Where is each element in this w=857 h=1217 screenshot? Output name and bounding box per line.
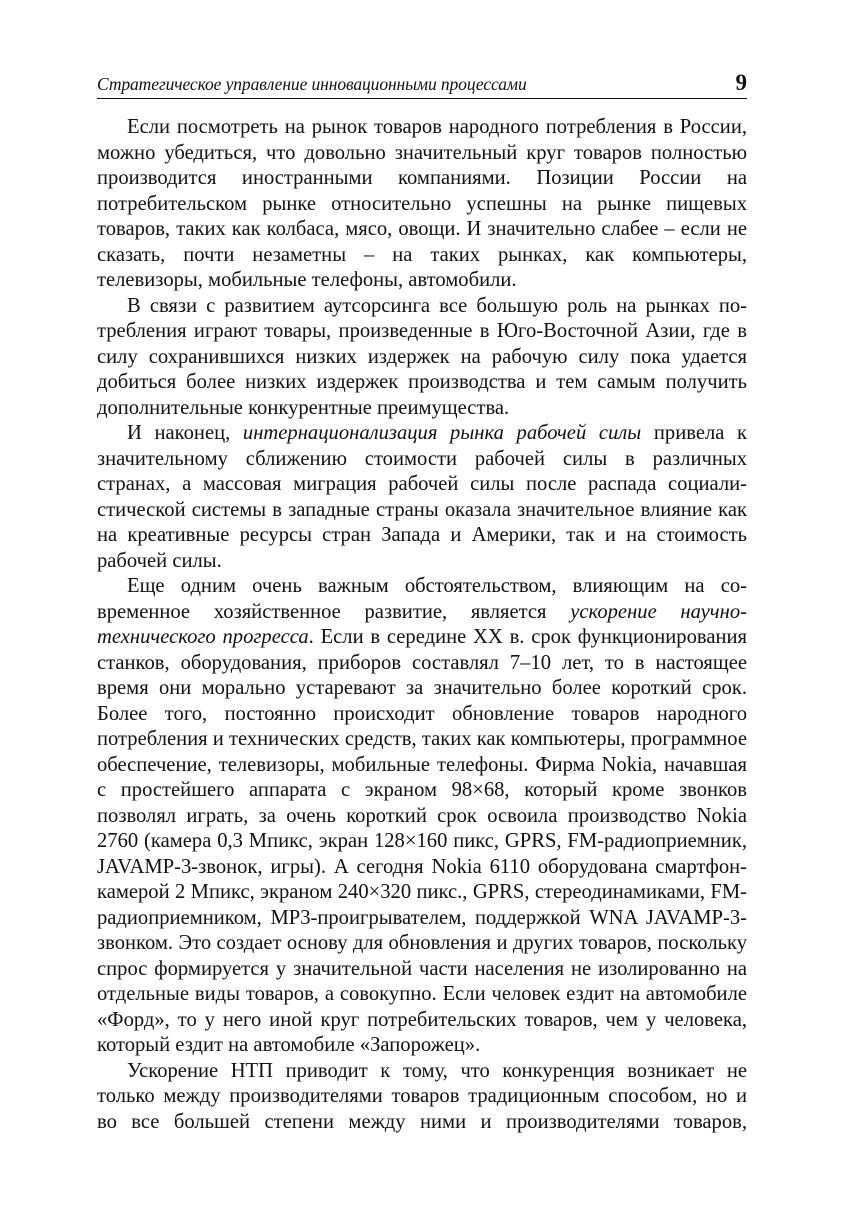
emphasis-labor-internationalization: интернационализация рынка рабочей силы xyxy=(242,422,642,444)
running-head xyxy=(97,70,747,99)
paragraph-consumer-market: Если посмотреть на рынок товаров народного потребления в России, можно убедиться, что довольно значительный круг товаров полностью производится иностранными компаниями. Позиции России на потребительском рынке относительно успешны на рынке пищевых товаров, таких как колбаса, мясо, овощи. И значительно слабее – если не сказать, почти незаметны – на таких рынках, как компьютеры, телевизоры, мобильные телефоны, автомобили. xyxy=(97,116,747,291)
paragraph-text: привела к значительному сближению стоимости рабочей силы в различных странах, а массовая миграция рабочей силы после распада социалистической системы в западные страны оказала значительное влияние как на креативные ресурсы стран Запада и Америки, так и на стоимость рабочей силы. xyxy=(97,422,748,572)
paragraph-text: . Если в середине XX в. срок функционирования станков, оборудования, приборов составлял 7–10 лет, то в настоящее время они морально устаревают за значительно более короткий срок. Более того, постоянно происходит обновление товаров народного потребления и технических средств, таких как компьютеры, программное обеспечение, телевизоры, мобильные телефоны. Фирма Nokia, начавшая с простейшего аппарата с экраном 98×68, который кроме звонков позволял играть, за очень короткий срок освоила производство Nokia 2760 (камера 0,3 Мпикс, экран 128×160 пикс, GPRS, FM-радиоприемник, JAVAMP-3-звонок, игры). А сегодня Nokia 6110 оборудована смартфон-камерой 2 Мпикс, экраном 240×320 пикс., GPRS, стереодинамиками, FM-радиоприемником, MP3-проигрывателем, поддержкой WNA JAVAMP-3-звонком. Это создает основу для обновления и других товаров, поскольку спрос формируется у значительной части населения не изолированно на отдельные виды товаров, а совокупно. Если человек ездит на автомобиле «Форд», то у него иной круг потребительских товаров, чем у человека, который ездит на автомобиле «Запорожец». xyxy=(97,626,747,1056)
book-page xyxy=(97,70,747,1135)
body-text xyxy=(97,115,747,1135)
emphasis-scientific-acceleration: ускорение научно-технического прогресса xyxy=(97,600,747,648)
paragraph-scientific-progress xyxy=(97,574,747,1059)
paragraph-text: И наконец, xyxy=(127,422,243,444)
paragraph-outsourcing: В связи с развитием аутсорсинга все большую роль на рынках потребления играют товары, произведенные в Юго-Восточной Азии, где в силу сохранившихся низких издержек на рабочую силу пока удается добиться более низких издержек производства и тем самым получить дополнительные конкурентные преимущества. xyxy=(97,294,747,419)
paragraph-text: Еще одним очень важным обстоятельством, влияющим на современное хозяйственное развитие, является xyxy=(97,575,747,623)
page-number: 9 xyxy=(735,70,747,95)
running-title: Стратегическое управление инновационными процессами xyxy=(97,74,527,94)
paragraph-labor-market xyxy=(97,421,747,574)
paragraph-ntp-competition: Ускорение НТП приводит к тому, что конкуренция возникает не только между производителями товаров традиционным способом, но и во все большей степени между ними и производителями товаров, xyxy=(97,1059,747,1133)
